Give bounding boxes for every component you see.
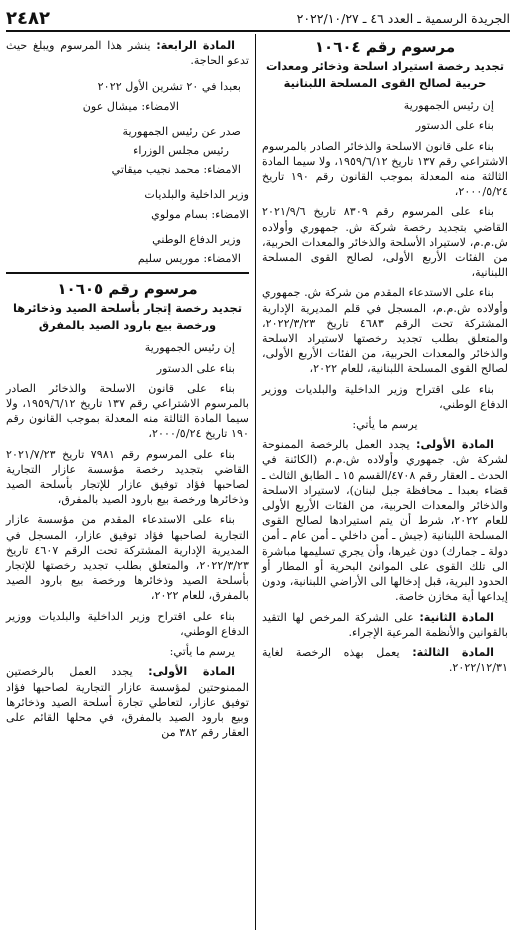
decree-1-article-1 [262, 437, 508, 604]
decree-2-decrees-line: يرسم ما يأتي: [169, 645, 235, 659]
decree-1-article-3 [262, 645, 508, 675]
gazette-issue-line: الجريدة الرسمية ـ العدد ٤٦ ـ ٢٠٢٢/١٠/٢٧ [296, 10, 510, 26]
decree-2-preamble-arms-law: بناء على قانون الاسلحة والذخائر الصادر بالمرسوم الاشتراعي رقم ١٣٧ تاريخ ١٩٥٩/٦/١٢، ولا سيما المادة الثالثة منه المعدلة بموجب القانون رقم ١٩٠ تاريخ ٢٠٠٠/٥/٢٤، [6, 381, 249, 441]
article-text: على الشركة المرخص لها التقيد بالقوانين والأنظمة المرعية الإجراء. [262, 610, 508, 639]
defense-minister-title: وزير الدفاع الوطني [152, 232, 241, 246]
decree-separator [6, 272, 249, 274]
prime-minister-title: رئيس مجلس الوزراء [133, 144, 229, 158]
decree-1-preamble-president: إن رئيس الجمهورية [403, 99, 494, 113]
decree-1-article-4 [6, 38, 249, 68]
article-label: المادة الرابعة: [156, 39, 235, 52]
decree-2-preamble-prior-decree: بناء على المرسوم رقم ٧٩٨١ تاريخ ٢٠٢١/٧/٢٣ القاضي بتجديد رخصة مؤسسة عازار التجارية لصاحبها فؤاد توفيق عازار للإتجار بأسلحة الصيد وذخائرها ورخصة بيع بارود الصيد بالمفرق، [6, 447, 249, 507]
decree-2-preamble-application: بناء على الاستدعاء المقدم من مؤسسة عازار التجارية لصاحبها فؤاد توفيق عازار، المسجل في المديرية الإدارية المشتركة تحت الرقم ٤٦٠٧ تاريخ ٢٠٢٢/٣/٢٣، والمتعلق بطلب تجديد رخصتها للإتجار بأسلحة الصيد وذخائرها ورخصة بيع بارود الصيد بالمفرق، للعام ٢٠٢٢، [6, 513, 249, 603]
article-text: يجدد العمل بالرخصة الممنوحة لشركة ش. جمهوري وأولاده ش.م.م (الكائنة في الحدث ـ العقار رقم ٤٧٠٨/القسم ١٥ ـ الطابق الثالث ـ قضاء بعبدا ـ محافظة جبل لبنان)، لاستيراد الاسلحة والذخائر والمعدات الحربية، من الفئات الأربع الأولى للعام ٢٠٢٢، شرط أن يتم استيرادها لصالح القوى المسلحة اللبنانية (جيش ـ أمن داخلي ـ أمن عام ـ أمن دولة ـ جمارك) دون غيرها، وأن يجري تسليمها مباشرة الى تلك القوى على الموانئ البحرية أو المطار أو الحدود البرية، قبل إدخالها الى الأراضي اللبنانية، ودون إيداعها أية مخازن خاصة. [262, 438, 508, 604]
decree-1-date-line: بعبدا في ٢٠ تشرين الأول ٢٠٢٢ [97, 80, 241, 94]
decree-1-preamble-proposal: بناء على اقتراح وزير الداخلية والبلديات ووزير الدفاع الوطني، [262, 382, 508, 411]
article-text: يجدد العمل بالرخصتين الممنوحتين لمؤسسة عازار التجارية لصاحبها فؤاد توفيق عازار، لتعاطي تجارة أسلحة الصيد وذخائرها وبيع بارود الصيد بالمفرق، في محلها القائم على العقار رقم ٣٨٢ من [6, 665, 249, 740]
page-header [6, 8, 510, 28]
right-column [262, 38, 508, 680]
decree-2-subject: تجديد رخصة إتجار بأسلحة الصيد وذخائرها ورخصة بيع بارود الصيد بالمفرق [13, 301, 242, 333]
decree-1-preamble-application: بناء على الاستدعاء المقدم من شركة ش. جمهوري وأولاده ش.م.م، المسجل في قلم المديرية الإدارية المشتركة تحت الرقم ٤٦٨٣ تاريخ ٢٠٢٢/٣/٢٣، والمتعلق بطلب تجديد رخصتها لاستيراد الاسلحة والذخائر والمعدات الحربية، من الفئات الأربع الأولى، لصالح القوى المسلحة اللبنانية، للعام ٢٠٢٢، [262, 286, 509, 376]
decree-1-signature-pm: الامضاء: محمد نجيب ميقاتي [111, 163, 241, 177]
decree-1-signature-president: الامضاء: ميشال عون [82, 99, 179, 113]
decree-2-preamble-president: إن رئيس الجمهورية [144, 341, 235, 355]
decree-1-decrees-line: يرسم ما يأتي: [352, 418, 418, 432]
interior-minister-title: وزير الداخلية والبلديات [144, 188, 249, 202]
decree-2-preamble-constitution: بناء على الدستور [156, 361, 235, 375]
article-label: المادة الأولى: [416, 438, 494, 452]
decree-1-signature-defense: الامضاء: موريس سليم [137, 252, 241, 266]
decree-1-preamble-prior-decree: بناء على المرسوم رقم ٨٣٠٩ تاريخ ٢٠٢١/٩/٦ القاضي بتجديد رخصة شركة ش. جمهوري وأولاده ش.م.م، لاستيراد الأسلحة والذخائر والمعدات الحربية، من الفئات الأربع الأولى، لصالح القوى المسلحة اللبنانية، [262, 205, 508, 280]
decree-2-article-1 [6, 664, 249, 740]
article-text: يعمل بهذه الرخصة لغاية ٢٠٢٢/١٢/٣١. [262, 645, 508, 675]
article-label: المادة الثالثة: [412, 645, 494, 659]
decree-2-title: مرسوم رقم ١٠٦٠٥ [57, 280, 198, 299]
decree-1-preamble-arms-law: بناء على قانون الاسلحة والذخائر الصادر بالمرسوم الاشتراعي رقم ١٣٧ تاريخ ١٩٥٩/٦/١٢، ولا سيما المادة الثالثة منه المعدلة بموجب القانون رقم ١٩٠ تاريخ ٢٠٠٠/٥/٢٤، [262, 139, 508, 199]
decree-1-article-2 [262, 610, 508, 640]
page-number: ٢٤٨٢ [6, 7, 50, 29]
decree-1-subject: تجديد رخصة استيراد اسلحة وذخائر ومعدات حربية لصالح القوى المسلحة اللبنانية [265, 59, 505, 91]
column-divider [255, 34, 256, 930]
decree-1-preamble-constitution: بناء على الدستور [415, 119, 494, 133]
article-text: ينشر هذا المرسوم ويبلغ حيث تدعو الحاجة. [6, 39, 249, 68]
article-label: المادة الأولى: [148, 665, 235, 679]
left-column [6, 38, 249, 745]
decree-1-signature-interior: الامضاء: بسام مولوي [151, 207, 249, 221]
decree-1-title: مرسوم رقم ١٠٦٠٤ [314, 38, 456, 56]
article-label: المادة الثانية: [419, 610, 494, 624]
decree-2-preamble-proposal: بناء على اقتراح وزير الداخلية والبلديات ووزير الدفاع الوطني، [6, 609, 249, 638]
issued-by-line: صدر عن رئيس الجمهورية [122, 124, 241, 138]
header-rule [6, 30, 510, 32]
